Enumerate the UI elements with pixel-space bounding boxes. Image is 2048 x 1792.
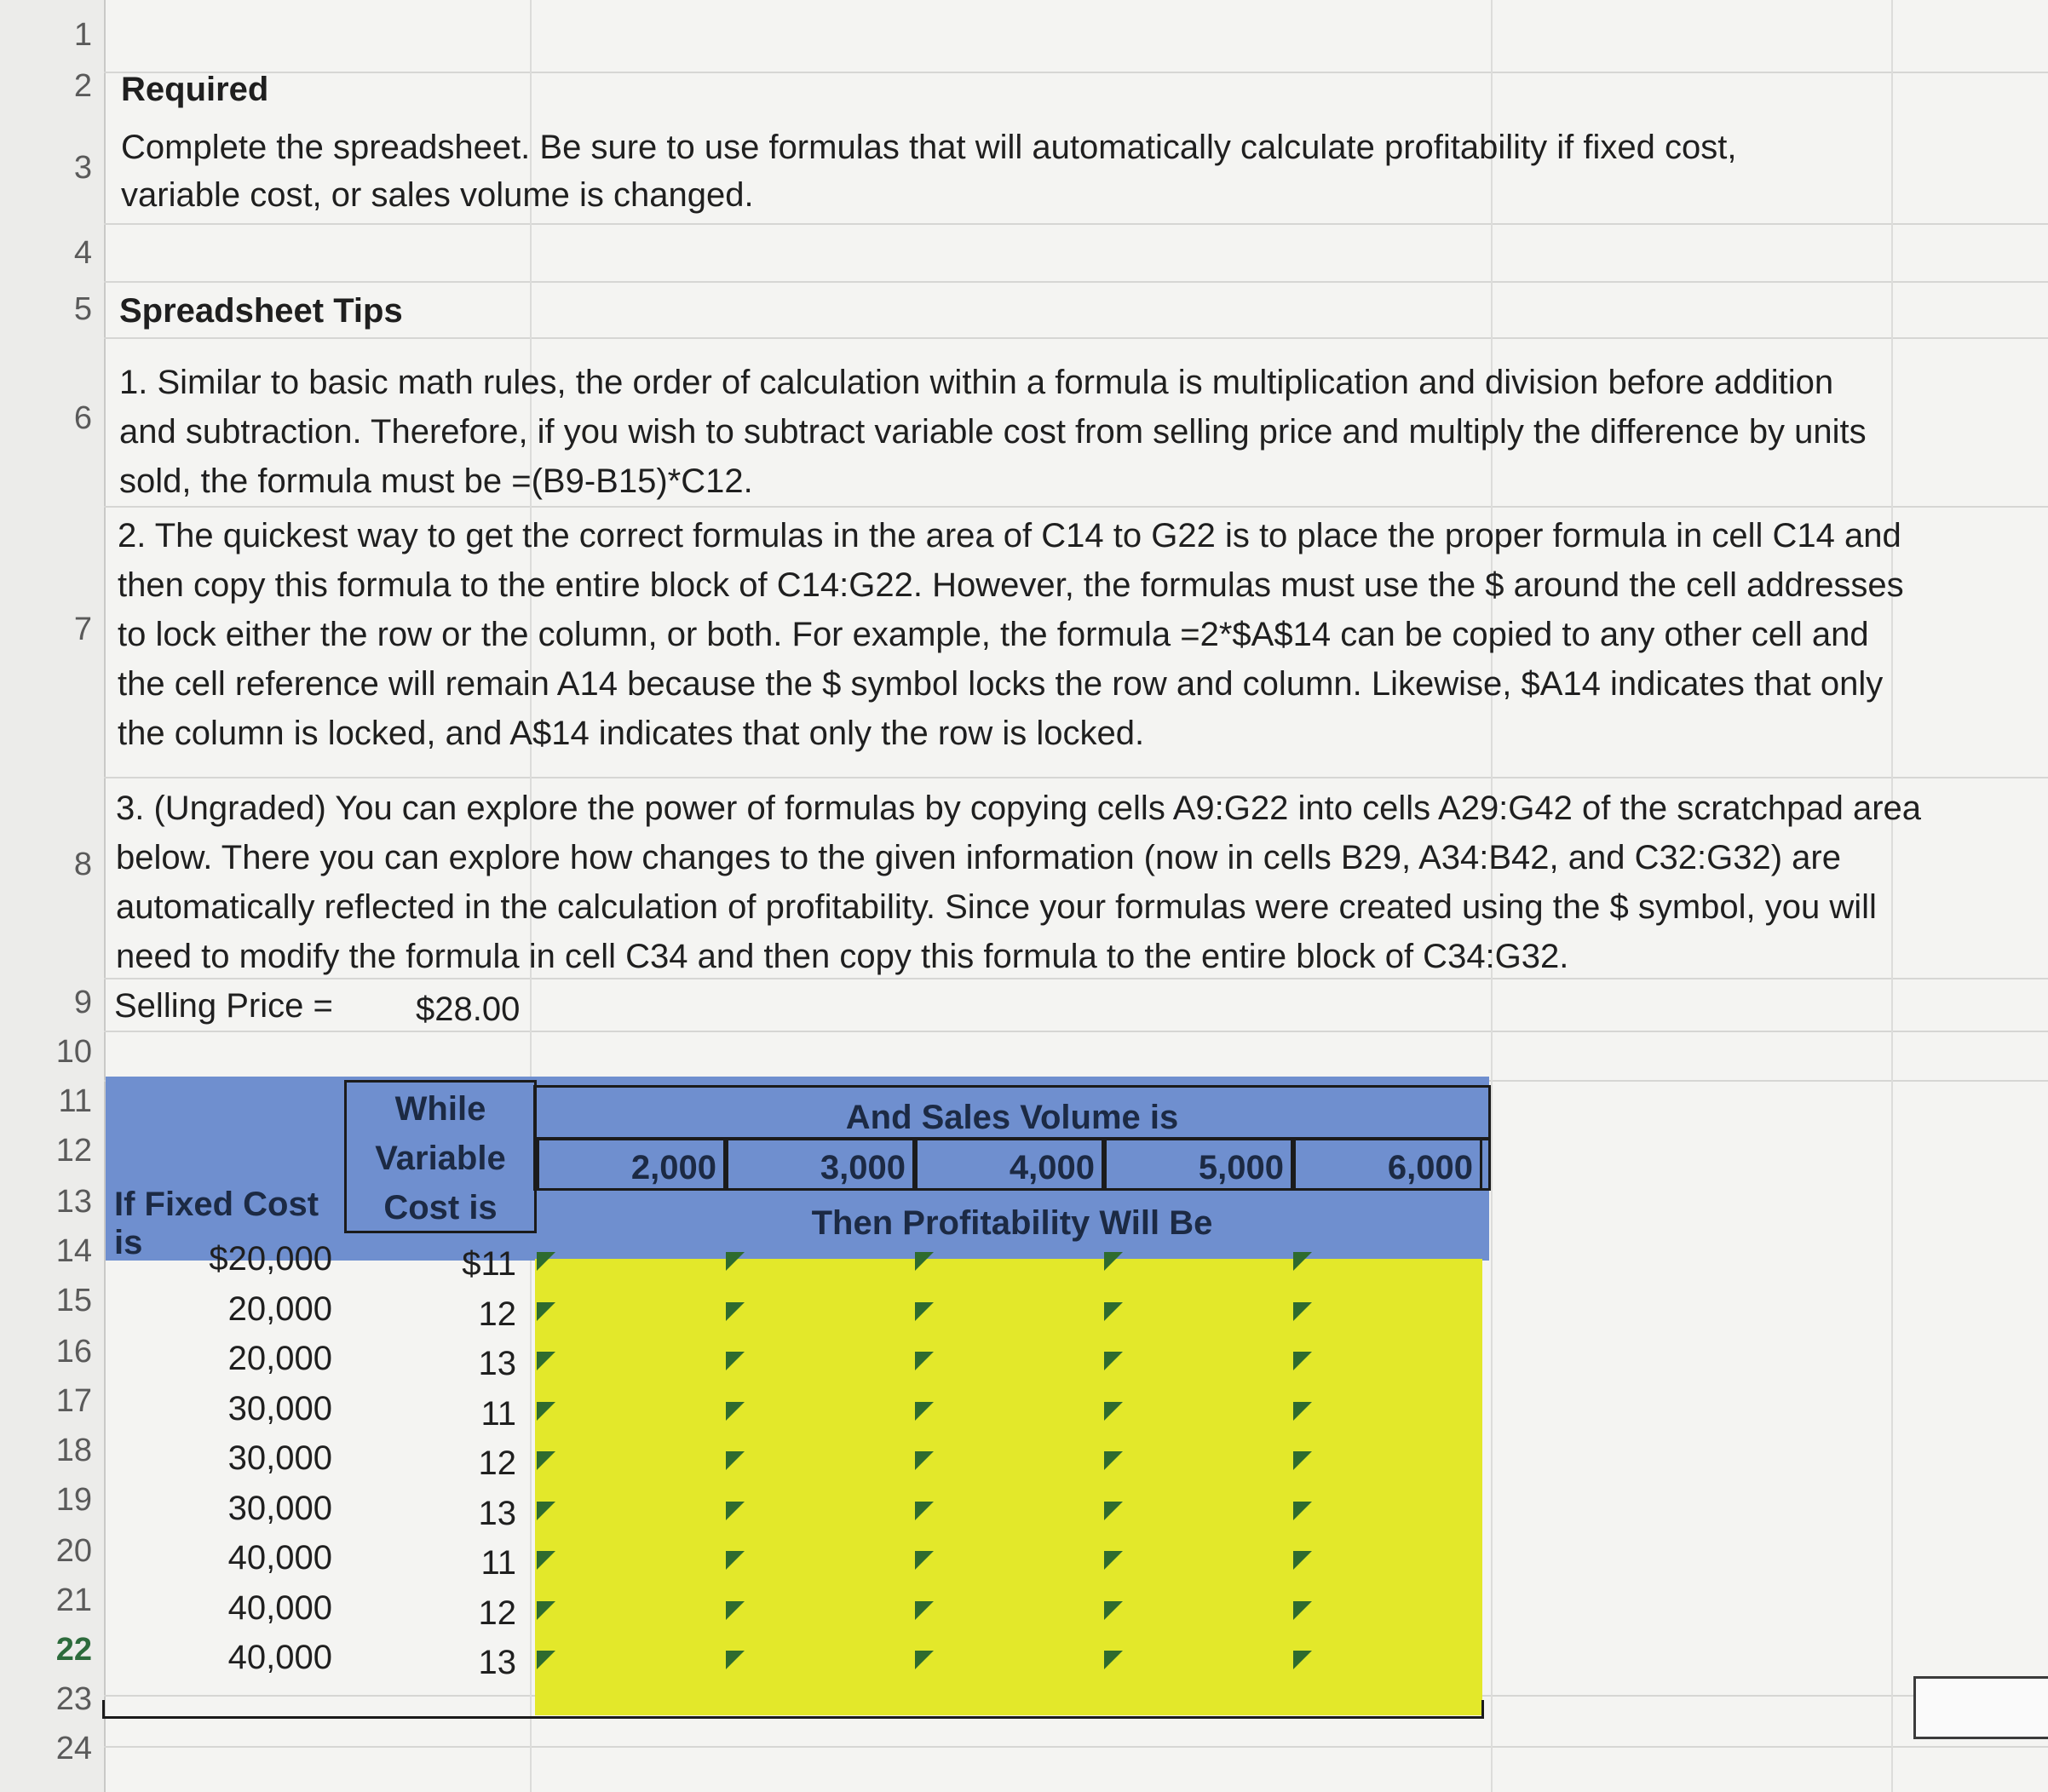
error-indicator-icon[interactable] bbox=[726, 1252, 745, 1271]
column-divider bbox=[1891, 0, 1893, 1792]
error-indicator-icon[interactable] bbox=[915, 1352, 934, 1370]
sales-volume-header: And Sales Volume is bbox=[845, 1099, 1179, 1136]
error-indicator-icon[interactable] bbox=[726, 1352, 745, 1370]
sales-volume-value: 4,000 bbox=[1009, 1149, 1095, 1186]
variable-cost-cell[interactable]: $11 bbox=[462, 1245, 516, 1283]
fixed-cost-cell[interactable]: 40,000 bbox=[227, 1639, 332, 1676]
profitability-header: Then Profitability Will Be bbox=[811, 1204, 1213, 1242]
sales-volume-cell[interactable] bbox=[1104, 1138, 1293, 1191]
variable-cost-cell[interactable]: 11 bbox=[480, 1544, 516, 1582]
error-indicator-icon[interactable] bbox=[1293, 1302, 1312, 1321]
tip3-line: 3. (Ungraded) You can explore the power of formulas by copying cells A9:G22 into cells A29:G42 of the scratchpad area bbox=[116, 790, 1922, 827]
gridline bbox=[104, 72, 2048, 73]
row-number[interactable]: 4 bbox=[73, 235, 92, 271]
fixed-cost-cell[interactable]: 40,000 bbox=[227, 1588, 332, 1627]
error-indicator-icon[interactable] bbox=[1104, 1402, 1123, 1421]
error-indicator-icon[interactable] bbox=[537, 1302, 555, 1321]
fixed-cost-cell[interactable]: 30,000 bbox=[227, 1489, 332, 1527]
error-indicator-icon[interactable] bbox=[537, 1502, 555, 1520]
error-indicator-icon[interactable] bbox=[1293, 1402, 1312, 1421]
sales-volume-cell[interactable] bbox=[1293, 1138, 1482, 1191]
required-text-line-2: variable cost, or sales volume is changed. bbox=[121, 176, 754, 214]
variable-cost-cell[interactable]: 13 bbox=[478, 1494, 516, 1532]
sales-volume-cell[interactable] bbox=[915, 1138, 1104, 1191]
error-indicator-icon[interactable] bbox=[915, 1302, 934, 1321]
row-number[interactable]: 12 bbox=[55, 1133, 92, 1169]
variable-cost-cell[interactable]: 12 bbox=[478, 1445, 516, 1482]
selected-cell[interactable] bbox=[1913, 1676, 2048, 1739]
tip3-line: automatically reflected in the calculation of profitability. Since your formulas were created using the $ symbol, you will bbox=[116, 888, 1877, 926]
error-indicator-icon[interactable] bbox=[537, 1651, 555, 1669]
fixed-cost-cell[interactable]: 40,000 bbox=[227, 1539, 332, 1577]
error-indicator-icon[interactable] bbox=[726, 1302, 745, 1321]
error-indicator-icon[interactable] bbox=[915, 1651, 934, 1669]
selling-price-value[interactable]: $28.00 bbox=[416, 991, 521, 1028]
row-number[interactable]: 17 bbox=[55, 1383, 92, 1419]
fixed-cost-cell[interactable]: $20,000 bbox=[209, 1240, 332, 1278]
error-indicator-icon[interactable] bbox=[1104, 1601, 1123, 1620]
fixed-cost-cell[interactable]: 20,000 bbox=[227, 1289, 332, 1328]
tip1-line: and subtraction. Therefore, if you wish to subtract variable cost from selling price and multiply the difference by units bbox=[119, 413, 1867, 451]
sales-volume-cell[interactable] bbox=[726, 1138, 915, 1191]
gridline bbox=[104, 337, 2048, 339]
row-number[interactable]: 20 bbox=[55, 1533, 92, 1569]
fixed-cost-cell[interactable]: 30,000 bbox=[227, 1389, 332, 1427]
error-indicator-icon[interactable] bbox=[1104, 1651, 1123, 1669]
row-header-column bbox=[0, 0, 106, 1792]
row-number[interactable]: 19 bbox=[55, 1482, 92, 1518]
tip2-line: the cell reference will remain A14 because the $ symbol locks the row and column. Likewise, $A14 indicates that only bbox=[118, 665, 1884, 703]
error-indicator-icon[interactable] bbox=[537, 1352, 555, 1370]
sales-volume-value: 5,000 bbox=[1198, 1149, 1284, 1186]
row-number[interactable]: 6 bbox=[73, 400, 92, 436]
error-indicator-icon[interactable] bbox=[726, 1651, 745, 1669]
sales-volume-value: 6,000 bbox=[1387, 1149, 1473, 1186]
row-number[interactable]: 10 bbox=[55, 1034, 92, 1070]
selling-price-label: Selling Price = bbox=[114, 987, 333, 1025]
tip3-line: need to modify the formula in cell C34 and then copy this formula to the entire block of C34:G32. bbox=[116, 938, 1569, 975]
error-indicator-icon[interactable] bbox=[915, 1502, 934, 1520]
variable-cost-cell[interactable]: 12 bbox=[478, 1594, 516, 1632]
error-indicator-icon[interactable] bbox=[1293, 1551, 1312, 1570]
row-number[interactable]: 3 bbox=[73, 150, 92, 186]
row-number[interactable]: 18 bbox=[55, 1433, 92, 1468]
variable-cost-cell[interactable]: 13 bbox=[478, 1345, 516, 1382]
profitability-input-area[interactable] bbox=[535, 1259, 1482, 1715]
row-number[interactable]: 7 bbox=[73, 612, 92, 647]
error-indicator-icon[interactable] bbox=[1104, 1551, 1123, 1570]
gridline bbox=[104, 1746, 2048, 1748]
required-heading: Required bbox=[121, 71, 269, 108]
sales-volume-value: 2,000 bbox=[630, 1149, 716, 1186]
sales-volume-cell[interactable] bbox=[537, 1138, 726, 1191]
error-indicator-icon[interactable] bbox=[726, 1601, 745, 1620]
error-indicator-icon[interactable] bbox=[726, 1451, 745, 1470]
error-indicator-icon[interactable] bbox=[537, 1551, 555, 1570]
error-indicator-icon[interactable] bbox=[915, 1252, 934, 1271]
tip3-line: below. There you can explore how changes to the given information (now in cells B29, A34:B42, and C32:G32) are bbox=[116, 839, 1841, 876]
error-indicator-icon[interactable] bbox=[1104, 1252, 1123, 1271]
tip2-line: the column is locked, and A$14 indicates that only the row is locked. bbox=[118, 715, 1145, 752]
tip2-line: 2. The quickest way to get the correct formulas in the area of C14 to G22 is to place the proper formula in cell C14 and bbox=[118, 517, 1901, 554]
tips-heading: Spreadsheet Tips bbox=[119, 292, 403, 330]
error-indicator-icon[interactable] bbox=[726, 1551, 745, 1570]
variable-cost-header-line: Variable bbox=[375, 1140, 506, 1177]
table-bottom-border bbox=[102, 1700, 1484, 1719]
error-indicator-icon[interactable] bbox=[915, 1601, 934, 1620]
variable-cost-cell[interactable]: 13 bbox=[478, 1644, 516, 1681]
error-indicator-icon[interactable] bbox=[915, 1551, 934, 1570]
tip2-line: to lock either the row or the column, or both. For example, the formula =2*$A$14 can be copied to any other cell and bbox=[118, 616, 1869, 653]
error-indicator-icon[interactable] bbox=[915, 1451, 934, 1470]
gridline bbox=[104, 1031, 2048, 1032]
gridline bbox=[104, 506, 2048, 508]
error-indicator-icon[interactable] bbox=[1104, 1451, 1123, 1470]
row-number[interactable]: 1 bbox=[73, 17, 92, 53]
error-indicator-icon[interactable] bbox=[726, 1402, 745, 1421]
row-number[interactable]: 24 bbox=[55, 1731, 92, 1766]
error-indicator-icon[interactable] bbox=[537, 1252, 555, 1271]
row-number[interactable]: 2 bbox=[73, 68, 92, 104]
error-indicator-icon[interactable] bbox=[1293, 1252, 1312, 1271]
tip1-line: sold, the formula must be =(B9-B15)*C12. bbox=[119, 462, 753, 500]
gridline bbox=[104, 281, 2048, 283]
row-number[interactable]: 13 bbox=[55, 1184, 92, 1220]
fixed-cost-cell[interactable]: 20,000 bbox=[227, 1340, 332, 1377]
sales-volume-value: 3,000 bbox=[820, 1149, 906, 1186]
error-indicator-icon[interactable] bbox=[537, 1402, 555, 1421]
error-indicator-icon[interactable] bbox=[537, 1451, 555, 1470]
row-number[interactable]: 21 bbox=[55, 1582, 92, 1618]
row-number[interactable]: 23 bbox=[55, 1681, 92, 1717]
error-indicator-icon[interactable] bbox=[1293, 1502, 1312, 1520]
row-number[interactable]: 5 bbox=[73, 291, 92, 327]
required-text-line-1: Complete the spreadsheet. Be sure to use formulas that will automatically calculate profitability if fixed cost, bbox=[121, 129, 1737, 166]
error-indicator-icon[interactable] bbox=[1293, 1651, 1312, 1669]
error-indicator-icon[interactable] bbox=[915, 1402, 934, 1421]
row-number[interactable]: 14 bbox=[55, 1233, 92, 1269]
error-indicator-icon[interactable] bbox=[1104, 1502, 1123, 1520]
fixed-cost-cell[interactable]: 30,000 bbox=[227, 1439, 332, 1477]
error-indicator-icon[interactable] bbox=[1293, 1352, 1312, 1370]
row-number[interactable]: 9 bbox=[73, 985, 92, 1020]
error-indicator-icon[interactable] bbox=[1104, 1352, 1123, 1370]
row-number[interactable]: 16 bbox=[55, 1334, 92, 1370]
variable-cost-header-line: Cost is bbox=[383, 1189, 498, 1226]
tip1-line: 1. Similar to basic math rules, the order of calculation within a formula is multiplication and division before addition bbox=[119, 364, 1834, 401]
gridline bbox=[104, 777, 2048, 778]
error-indicator-icon[interactable] bbox=[1293, 1451, 1312, 1470]
variable-cost-cell[interactable]: 12 bbox=[478, 1295, 516, 1333]
row-number[interactable]: 22 bbox=[55, 1632, 92, 1668]
error-indicator-icon[interactable] bbox=[537, 1601, 555, 1620]
error-indicator-icon[interactable] bbox=[1104, 1302, 1123, 1321]
variable-cost-header-line: While bbox=[394, 1090, 486, 1128]
gridline bbox=[104, 223, 2048, 225]
row-number[interactable]: 11 bbox=[58, 1083, 92, 1119]
row-number[interactable]: 15 bbox=[55, 1283, 92, 1318]
variable-cost-cell[interactable]: 11 bbox=[480, 1394, 516, 1433]
tip2-line: then copy this formula to the entire block of C14:G22. However, the formulas must use the $ around the cell addresses bbox=[118, 566, 1904, 604]
fixed-cost-header: If Fixed Cost is bbox=[114, 1186, 319, 1261]
error-indicator-icon[interactable] bbox=[726, 1502, 745, 1520]
error-indicator-icon[interactable] bbox=[1293, 1601, 1312, 1620]
row-number[interactable]: 8 bbox=[73, 847, 92, 882]
